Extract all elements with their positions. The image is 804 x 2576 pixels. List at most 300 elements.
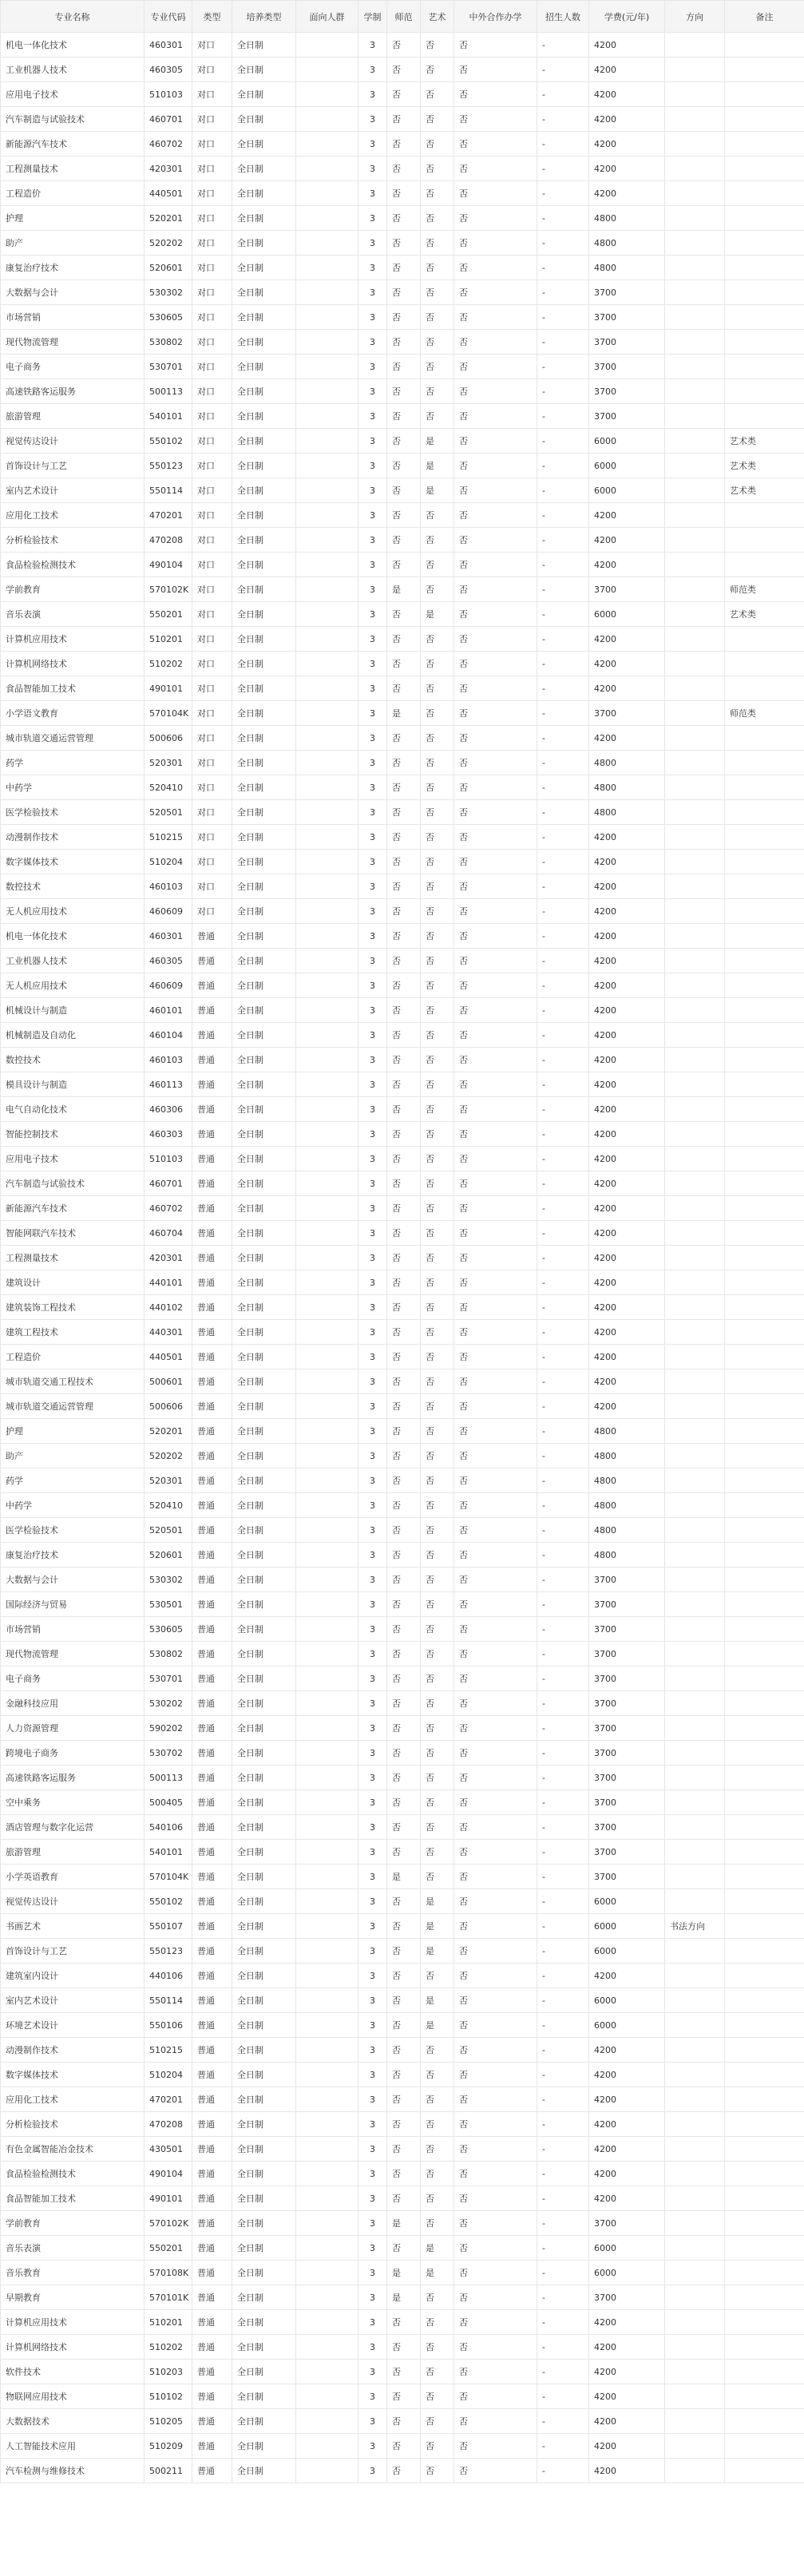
cell-duration: 3 (358, 1493, 387, 1518)
cell-normal: 是 (387, 1865, 421, 1889)
cell-tuition: 4200 (589, 1171, 665, 1196)
cell-code: 500405 (145, 1790, 192, 1815)
cell-code: 460305 (145, 57, 192, 82)
cell-tuition: 4200 (589, 1147, 665, 1171)
cell-duration: 3 (358, 231, 387, 256)
cell-code: 540106 (145, 1815, 192, 1840)
cell-type: 普通 (192, 1543, 232, 1567)
cell-tuition: 4200 (589, 1221, 665, 1246)
cell-enroll: - (537, 454, 589, 478)
cell-direction (665, 231, 725, 256)
cell-type: 普通 (192, 1617, 232, 1642)
cell-direction (665, 1691, 725, 1716)
cell-remark (725, 1345, 804, 1369)
cell-code: 540101 (145, 1840, 192, 1865)
cell-mode: 全日制 (232, 1716, 296, 1741)
header-direction: 方向 (665, 1, 725, 33)
table-row (1, 899, 804, 924)
cell-type: 对口 (192, 256, 232, 280)
cell-normal: 否 (387, 1815, 421, 1840)
cell-duration: 3 (358, 2310, 387, 2335)
cell-tuition: 4200 (589, 1394, 665, 1419)
cell-duration: 3 (358, 379, 387, 404)
cell-tuition: 4200 (589, 1964, 665, 1988)
cell-enroll: - (537, 1444, 589, 1468)
cell-type: 对口 (192, 305, 232, 330)
cell-joint: 否 (454, 1369, 537, 1394)
cell-joint: 否 (454, 256, 537, 280)
cell-joint: 否 (454, 1320, 537, 1345)
cell-art: 否 (421, 2335, 454, 2360)
cell-remark (725, 379, 804, 404)
cell-art: 否 (421, 2112, 454, 2137)
cell-remark (725, 1468, 804, 1493)
table-row (1, 800, 804, 825)
cell-enroll: - (537, 1741, 589, 1766)
cell-art: 否 (421, 2459, 454, 2483)
cell-normal: 否 (387, 2236, 421, 2261)
cell-joint: 否 (454, 1840, 537, 1865)
cell-name: 机械制造及自动化 (1, 1023, 145, 1048)
cell-joint: 否 (454, 751, 537, 775)
header-duration: 学制 (358, 1, 387, 33)
header-code: 专业代码 (145, 1, 192, 33)
cell-tuition: 6000 (589, 1939, 665, 1964)
cell-remark (725, 1988, 804, 2013)
cell-joint: 否 (454, 206, 537, 231)
cell-audience (296, 2162, 358, 2186)
cell-type: 普通 (192, 2434, 232, 2459)
cell-direction (665, 1320, 725, 1345)
cell-enroll: - (537, 1295, 589, 1320)
cell-normal: 否 (387, 305, 421, 330)
cell-type: 对口 (192, 627, 232, 652)
cell-remark (725, 553, 804, 577)
cell-tuition: 4200 (589, 1072, 665, 1097)
cell-duration: 3 (358, 1147, 387, 1171)
cell-direction (665, 577, 725, 602)
cell-direction (665, 107, 725, 132)
cell-mode: 全日制 (232, 1493, 296, 1518)
cell-art: 否 (421, 1840, 454, 1865)
cell-audience (296, 1840, 358, 1865)
cell-tuition: 4200 (589, 33, 665, 57)
cell-duration: 3 (358, 2459, 387, 2483)
cell-code: 530302 (145, 280, 192, 305)
cell-direction (665, 2063, 725, 2087)
header-type: 类型 (192, 1, 232, 33)
cell-type: 对口 (192, 132, 232, 157)
cell-tuition: 4200 (589, 2162, 665, 2186)
cell-code: 510102 (145, 2384, 192, 2409)
cell-name: 机电一体化技术 (1, 33, 145, 57)
table-row (1, 2360, 804, 2384)
cell-code: 510203 (145, 2360, 192, 2384)
cell-mode: 全日制 (232, 355, 296, 379)
cell-name: 应用电子技术 (1, 1147, 145, 1171)
cell-enroll: - (537, 973, 589, 998)
cell-remark (725, 1815, 804, 1840)
cell-direction (665, 2310, 725, 2335)
cell-enroll: - (537, 1023, 589, 1048)
cell-direction (665, 404, 725, 429)
cell-remark (725, 998, 804, 1023)
cell-type: 普通 (192, 1221, 232, 1246)
cell-code: 570104K (145, 1865, 192, 1889)
cell-name: 数控技术 (1, 1048, 145, 1072)
cell-remark (725, 1543, 804, 1567)
cell-remark (725, 825, 804, 850)
cell-direction (665, 1815, 725, 1840)
cell-direction (665, 82, 725, 107)
cell-art: 否 (421, 1790, 454, 1815)
cell-mode: 全日制 (232, 2409, 296, 2434)
cell-mode: 全日制 (232, 330, 296, 355)
cell-normal: 否 (387, 33, 421, 57)
cell-type: 对口 (192, 231, 232, 256)
cell-name: 无人机应用技术 (1, 899, 145, 924)
cell-duration: 3 (358, 404, 387, 429)
cell-mode: 全日制 (232, 874, 296, 899)
cell-audience (296, 1642, 358, 1666)
cell-enroll: - (537, 1666, 589, 1691)
cell-type: 对口 (192, 181, 232, 206)
cell-normal: 是 (387, 2211, 421, 2236)
cell-mode: 全日制 (232, 256, 296, 280)
cell-joint: 否 (454, 1790, 537, 1815)
cell-remark (725, 2063, 804, 2087)
cell-audience (296, 1741, 358, 1766)
cell-type: 对口 (192, 800, 232, 825)
cell-audience (296, 1914, 358, 1939)
cell-code: 460104 (145, 1023, 192, 1048)
cell-name: 环境艺术设计 (1, 2013, 145, 2038)
cell-type: 对口 (192, 429, 232, 454)
cell-joint: 否 (454, 1964, 537, 1988)
cell-name: 汽车制造与试验技术 (1, 107, 145, 132)
cell-mode: 全日制 (232, 2211, 296, 2236)
cell-duration: 3 (358, 1642, 387, 1666)
cell-code: 520301 (145, 1468, 192, 1493)
cell-duration: 3 (358, 2087, 387, 2112)
cell-type: 普通 (192, 1345, 232, 1369)
cell-art: 否 (421, 949, 454, 973)
cell-direction (665, 652, 725, 676)
cell-type: 对口 (192, 652, 232, 676)
cell-mode: 全日制 (232, 1345, 296, 1369)
cell-normal: 是 (387, 577, 421, 602)
cell-remark (725, 676, 804, 701)
cell-audience (296, 1939, 358, 1964)
cell-code: 440501 (145, 181, 192, 206)
cell-direction (665, 2384, 725, 2409)
cell-type: 普通 (192, 2162, 232, 2186)
cell-enroll: - (537, 1270, 589, 1295)
cell-tuition: 6000 (589, 454, 665, 478)
cell-tuition: 4200 (589, 132, 665, 157)
cell-audience (296, 1023, 358, 1048)
table-row (1, 1246, 804, 1270)
cell-code: 490104 (145, 553, 192, 577)
table-row (1, 181, 804, 206)
table-row (1, 1691, 804, 1716)
cell-type: 普通 (192, 1691, 232, 1716)
cell-direction (665, 2285, 725, 2310)
cell-code: 470201 (145, 2087, 192, 2112)
cell-name: 室内艺术设计 (1, 478, 145, 503)
cell-mode: 全日制 (232, 2087, 296, 2112)
cell-type: 普通 (192, 1518, 232, 1543)
cell-duration: 3 (358, 1295, 387, 1320)
cell-art: 否 (421, 553, 454, 577)
cell-audience (296, 924, 358, 949)
cell-enroll: - (537, 1196, 589, 1221)
cell-mode: 全日制 (232, 2261, 296, 2285)
cell-audience (296, 577, 358, 602)
cell-joint: 否 (454, 924, 537, 949)
cell-normal: 是 (387, 701, 421, 726)
cell-code: 530202 (145, 1691, 192, 1716)
cell-remark (725, 1964, 804, 1988)
cell-joint: 否 (454, 379, 537, 404)
cell-art: 否 (421, 1345, 454, 1369)
cell-mode: 全日制 (232, 924, 296, 949)
cell-type: 对口 (192, 825, 232, 850)
cell-code: 590202 (145, 1716, 192, 1741)
cell-art: 否 (421, 181, 454, 206)
cell-remark (725, 1914, 804, 1939)
cell-audience (296, 404, 358, 429)
cell-art: 否 (421, 652, 454, 676)
cell-duration: 3 (358, 330, 387, 355)
cell-type: 对口 (192, 602, 232, 627)
cell-enroll: - (537, 1939, 589, 1964)
cell-normal: 否 (387, 355, 421, 379)
header-joint: 中外合作办学 (454, 1, 537, 33)
cell-art: 否 (421, 1518, 454, 1543)
cell-remark (725, 1196, 804, 1221)
cell-type: 普通 (192, 1196, 232, 1221)
cell-name: 市场营销 (1, 1617, 145, 1642)
table-row (1, 1889, 804, 1914)
cell-audience (296, 1345, 358, 1369)
cell-type: 对口 (192, 775, 232, 800)
header-row (1, 1, 804, 33)
cell-joint: 否 (454, 1196, 537, 1221)
cell-joint: 否 (454, 1493, 537, 1518)
cell-audience (296, 652, 358, 676)
cell-audience (296, 701, 358, 726)
cell-type: 普通 (192, 1048, 232, 1072)
cell-duration: 3 (358, 1023, 387, 1048)
cell-name: 动漫制作技术 (1, 825, 145, 850)
cell-tuition: 3700 (589, 1766, 665, 1790)
cell-tuition: 6000 (589, 2013, 665, 2038)
cell-enroll: - (537, 2384, 589, 2409)
cell-enroll: - (537, 1468, 589, 1493)
cell-normal: 否 (387, 775, 421, 800)
cell-mode: 全日制 (232, 2162, 296, 2186)
cell-audience (296, 1171, 358, 1196)
cell-tuition: 4200 (589, 82, 665, 107)
cell-mode: 全日制 (232, 899, 296, 924)
cell-normal: 否 (387, 1790, 421, 1815)
cell-art: 否 (421, 627, 454, 652)
cell-tuition: 4200 (589, 2409, 665, 2434)
cell-audience (296, 1543, 358, 1567)
cell-remark (725, 2310, 804, 2335)
cell-name: 有色金属智能冶金技术 (1, 2137, 145, 2162)
cell-mode: 全日制 (232, 2434, 296, 2459)
cell-mode: 全日制 (232, 157, 296, 181)
cell-type: 对口 (192, 33, 232, 57)
cell-duration: 3 (358, 157, 387, 181)
cell-direction (665, 355, 725, 379)
cell-type: 普通 (192, 1865, 232, 1889)
cell-name: 现代物流管理 (1, 330, 145, 355)
cell-art: 是 (421, 2261, 454, 2285)
cell-normal: 否 (387, 1988, 421, 2013)
cell-normal: 否 (387, 2186, 421, 2211)
cell-type: 普通 (192, 1642, 232, 1666)
cell-tuition: 4200 (589, 2186, 665, 2211)
cell-code: 460101 (145, 998, 192, 1023)
cell-code: 550201 (145, 2236, 192, 2261)
cell-tuition: 4200 (589, 726, 665, 751)
cell-joint: 否 (454, 577, 537, 602)
cell-audience (296, 1964, 358, 1988)
cell-duration: 3 (358, 132, 387, 157)
cell-name: 首饰设计与工艺 (1, 1939, 145, 1964)
cell-remark: 艺术类 (725, 602, 804, 627)
cell-art: 否 (421, 1270, 454, 1295)
table-row (1, 2335, 804, 2360)
cell-enroll: - (537, 775, 589, 800)
cell-audience (296, 2310, 358, 2335)
cell-duration: 3 (358, 1394, 387, 1419)
cell-direction (665, 1097, 725, 1122)
cell-normal: 否 (387, 2013, 421, 2038)
cell-code: 440501 (145, 1345, 192, 1369)
cell-mode: 全日制 (232, 1964, 296, 1988)
cell-duration: 3 (358, 478, 387, 503)
cell-duration: 3 (358, 1988, 387, 2013)
cell-normal: 否 (387, 1246, 421, 1270)
cell-joint: 否 (454, 998, 537, 1023)
cell-tuition: 4800 (589, 751, 665, 775)
cell-art: 否 (421, 1221, 454, 1246)
cell-tuition: 4200 (589, 2038, 665, 2063)
cell-art: 否 (421, 751, 454, 775)
cell-name: 空中乘务 (1, 1790, 145, 1815)
cell-remark (725, 503, 804, 528)
cell-enroll: - (537, 1865, 589, 1889)
cell-name: 分析检验技术 (1, 528, 145, 553)
cell-joint: 否 (454, 503, 537, 528)
cell-tuition: 3700 (589, 1642, 665, 1666)
cell-audience (296, 2211, 358, 2236)
cell-code: 510215 (145, 825, 192, 850)
cell-normal: 是 (387, 2261, 421, 2285)
cell-enroll: - (537, 2310, 589, 2335)
cell-code: 460702 (145, 132, 192, 157)
cell-joint: 否 (454, 553, 537, 577)
cell-direction (665, 2112, 725, 2137)
cell-art: 否 (421, 1617, 454, 1642)
cell-audience (296, 874, 358, 899)
table-row (1, 1666, 804, 1691)
cell-remark (725, 1666, 804, 1691)
cell-normal: 否 (387, 1840, 421, 1865)
cell-joint: 否 (454, 1147, 537, 1171)
cell-code: 500606 (145, 726, 192, 751)
cell-direction (665, 2211, 725, 2236)
table-row (1, 998, 804, 1023)
cell-code: 520410 (145, 1493, 192, 1518)
table-row (1, 1964, 804, 1988)
cell-joint: 否 (454, 2013, 537, 2038)
cell-joint: 否 (454, 1048, 537, 1072)
cell-direction: 书法方向 (665, 1914, 725, 1939)
cell-joint: 否 (454, 1914, 537, 1939)
cell-code: 530302 (145, 1567, 192, 1592)
cell-enroll: - (537, 1097, 589, 1122)
cell-code: 420301 (145, 1246, 192, 1270)
cell-code: 460704 (145, 1221, 192, 1246)
cell-code: 460701 (145, 107, 192, 132)
cell-duration: 3 (358, 553, 387, 577)
cell-mode: 全日制 (232, 1468, 296, 1493)
cell-code: 500113 (145, 1766, 192, 1790)
cell-name: 医学检验技术 (1, 1518, 145, 1543)
cell-type: 普通 (192, 1964, 232, 1988)
cell-duration: 3 (358, 1468, 387, 1493)
cell-enroll: - (537, 1914, 589, 1939)
cell-name: 食品智能加工技术 (1, 676, 145, 701)
cell-art: 是 (421, 1939, 454, 1964)
cell-type: 对口 (192, 157, 232, 181)
cell-name: 助产 (1, 1444, 145, 1468)
cell-enroll: - (537, 2434, 589, 2459)
cell-enroll: - (537, 577, 589, 602)
cell-duration: 3 (358, 1666, 387, 1691)
cell-remark (725, 305, 804, 330)
cell-tuition: 4800 (589, 800, 665, 825)
table-row (1, 206, 804, 231)
cell-duration: 3 (358, 775, 387, 800)
cell-mode: 全日制 (232, 1666, 296, 1691)
table-row (1, 231, 804, 256)
cell-type: 对口 (192, 726, 232, 751)
cell-enroll: - (537, 1840, 589, 1865)
cell-remark (725, 1097, 804, 1122)
cell-audience (296, 973, 358, 998)
cell-audience (296, 1988, 358, 2013)
cell-duration: 3 (358, 2211, 387, 2236)
cell-duration: 3 (358, 924, 387, 949)
cell-code: 550114 (145, 478, 192, 503)
cell-remark (725, 2360, 804, 2384)
cell-direction (665, 1295, 725, 1320)
cell-art: 否 (421, 1048, 454, 1072)
cell-name: 工程造价 (1, 1345, 145, 1369)
cell-mode: 全日制 (232, 1221, 296, 1246)
cell-joint: 否 (454, 429, 537, 454)
cell-duration: 3 (358, 503, 387, 528)
cell-remark (725, 2186, 804, 2211)
cell-duration: 3 (358, 652, 387, 676)
cell-mode: 全日制 (232, 701, 296, 726)
